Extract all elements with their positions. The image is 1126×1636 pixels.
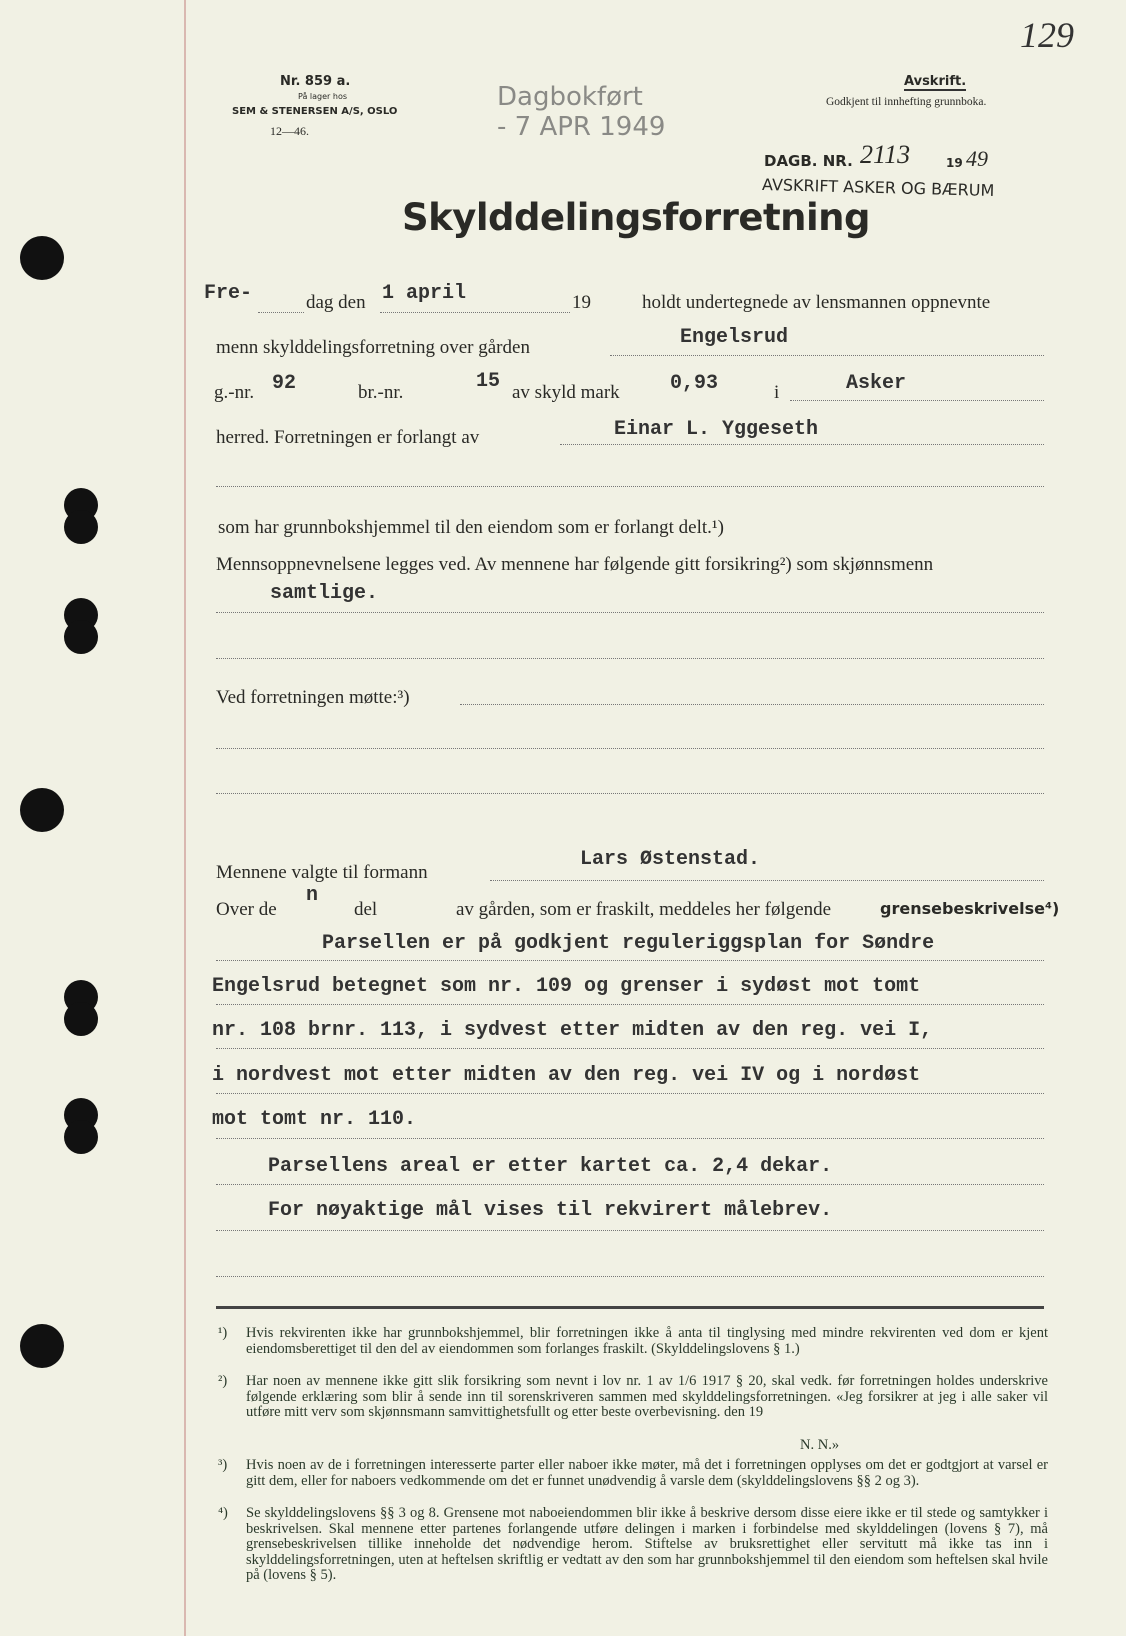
- label-dag-den: dag den: [306, 292, 366, 313]
- dagb-year-prefix: 19: [946, 156, 963, 170]
- document-title: Skylddelingsforretning: [402, 196, 870, 239]
- farm-name: Engelsrud: [680, 326, 789, 349]
- brnr-value: 15: [476, 370, 501, 393]
- dagb-label: DAGB. NR.: [764, 152, 853, 170]
- stamp-date: - 7 APR 1949: [497, 112, 666, 142]
- binder-hole: [20, 236, 64, 280]
- binder-hole: [64, 1120, 98, 1154]
- footnote-4: ⁴) Se skylddelingslovens §§ 3 og 8. Grensene mot naboeiendommen blir ikke å beskrive dersom disse eiere ikke er til stede og samtykker i beskrivelsen. Skal mennene etter partenes forlangende utføre delingen i marken i forbindelse med skylddelingen (lovens § 7), må grensebeskrivelsen tillike inneholde det nødvendige herom. Stiftelse av bruksrettighet eller servitutt må ikke tas inn i skylddelingsforretningen, uten at heftelsen skriftlig er vedtatt av den som har grunnbokshjemmel til den eiendom som heftelsen skal hvile på (lovens § 5).: [218, 1505, 1048, 1584]
- label-skyld: av skyld mark: [512, 382, 620, 403]
- label-motte: Ved forretningen møtte:³): [216, 687, 410, 708]
- skyld-value: 0,93: [670, 372, 719, 395]
- description-line: Parsellen er på godkjent reguleriggsplan for Søndre: [322, 932, 935, 955]
- description-line: Parsellens areal er etter kartet ca. 2,4 dekar.: [268, 1155, 833, 1178]
- page-number: 129: [1020, 15, 1074, 55]
- godkjent-label: Godkjent til innhefting grunnboka.: [826, 96, 987, 108]
- label-i: i: [774, 382, 780, 403]
- description-line: nr. 108 brnr. 113, i sydvest etter midten av den reg. vei I,: [212, 1019, 933, 1042]
- municipality-value: Asker: [846, 372, 907, 395]
- description-line: Engelsrud betegnet som nr. 109 og grenser i sydøst mot tomt: [212, 975, 921, 998]
- label-hjemmel: som har grunnbokshjemmel til den eiendom som er forlangt delt.¹): [218, 517, 724, 538]
- description-line: i nordvest mot etter midten av den reg. vei IV og i nordøst: [212, 1064, 921, 1087]
- footnote-signature: N. N.»: [800, 1437, 840, 1453]
- label-brnr: br.-nr.: [358, 382, 404, 403]
- label-holdt: holdt undertegnede av lensmannen oppnevnte: [642, 292, 991, 313]
- label-gaarden: av gården, som er fraskilt, meddeles her følgende: [456, 899, 832, 920]
- binder-hole: [64, 620, 98, 654]
- avskrift-label: Avskrift.: [904, 74, 967, 89]
- footnote-3: ³) Hvis noen av de i forretningen interesserte parter eller naboer ikke møter, må det i forretningen opplyses om det er godtgjort at varsel er gitt dem, eller for naboers vedkommende om det er funnet unødvendig å varsle dem (skylddelingslovens §§ 2 og 3).: [218, 1457, 1048, 1489]
- over-de-value: n: [306, 884, 319, 907]
- description-line: For nøyaktige mål vises til rekvirert målebrev.: [268, 1199, 833, 1222]
- label-menn: menn skylddelingsforretning over gården: [216, 337, 530, 358]
- dagb-number: 2113: [860, 140, 911, 169]
- dagb-year: 49: [966, 146, 988, 171]
- avskrift-stamp: AVSKRIFT ASKER OG BÆRUM: [761, 174, 995, 201]
- label-formann: Mennene valgte til formann: [216, 862, 428, 883]
- formann-name: Lars Østenstad.: [580, 848, 761, 871]
- footnote-rule: [216, 1306, 1044, 1309]
- dagbokfort-stamp: Dagbokført: [497, 82, 643, 112]
- form-date: 12—46.: [270, 124, 309, 138]
- footnote-2: ²) Har noen av mennene ikke gitt slik forsikring som nevnt i lov nr. 1 av 1/6 1917 § 20, skal vedk. før forretningen holdes underskrive følgende erklæring som blir å sende inn til sorenskriveren sammen med skylddelingsforretningen. «Jeg forsikrer at jeg i alle saker vil utføre mitt verv som skjønnsmann samvittighetsfullt og etter beste overbevisning. den 19: [218, 1373, 1048, 1421]
- binder-hole: [20, 788, 64, 832]
- form-number: Nr. 859 a.: [280, 74, 351, 89]
- gnr-value: 92: [272, 372, 297, 395]
- date-value: 1 april: [382, 282, 467, 305]
- footnote-1: ¹) Hvis rekvirenten ikke har grunnbokshjemmel, blir forretningen ikke å anta til tinglysing med mindre rekvirenten ved dom er kjent eiendomsberettiget til den del av eiendommen som forlanges fraskilt. (Skylddelingslovens § 1.): [218, 1325, 1048, 1357]
- binder-hole: [64, 1002, 98, 1036]
- binder-hole: [64, 510, 98, 544]
- day-prefix: Fre-: [204, 282, 253, 305]
- margin-line: [184, 0, 186, 1636]
- description-line: mot tomt nr. 110.: [212, 1108, 417, 1131]
- label-gnr: g.-nr.: [214, 382, 255, 403]
- label-herred: herred. Forretningen er forlangt av: [216, 427, 480, 448]
- requester-name: Einar L. Yggeseth: [614, 418, 819, 441]
- label-grensebeskrivelse: grensebeskrivelse⁴): [880, 899, 1060, 918]
- publisher-line: På lager hos: [298, 92, 347, 101]
- label-oppnevnelse: Mennsoppnevnelsene legges ved. Av mennene har følgende gitt forsikring²) som skjønnsmenn: [216, 554, 934, 575]
- label-over-de: Over de: [216, 899, 277, 920]
- samtlige-value: samtlige.: [270, 582, 379, 605]
- label-del: del: [354, 899, 378, 920]
- label-year: 19: [572, 292, 591, 313]
- publisher-name: SEM & STENERSEN A/S, OSLO: [232, 106, 398, 117]
- binder-hole: [20, 1324, 64, 1368]
